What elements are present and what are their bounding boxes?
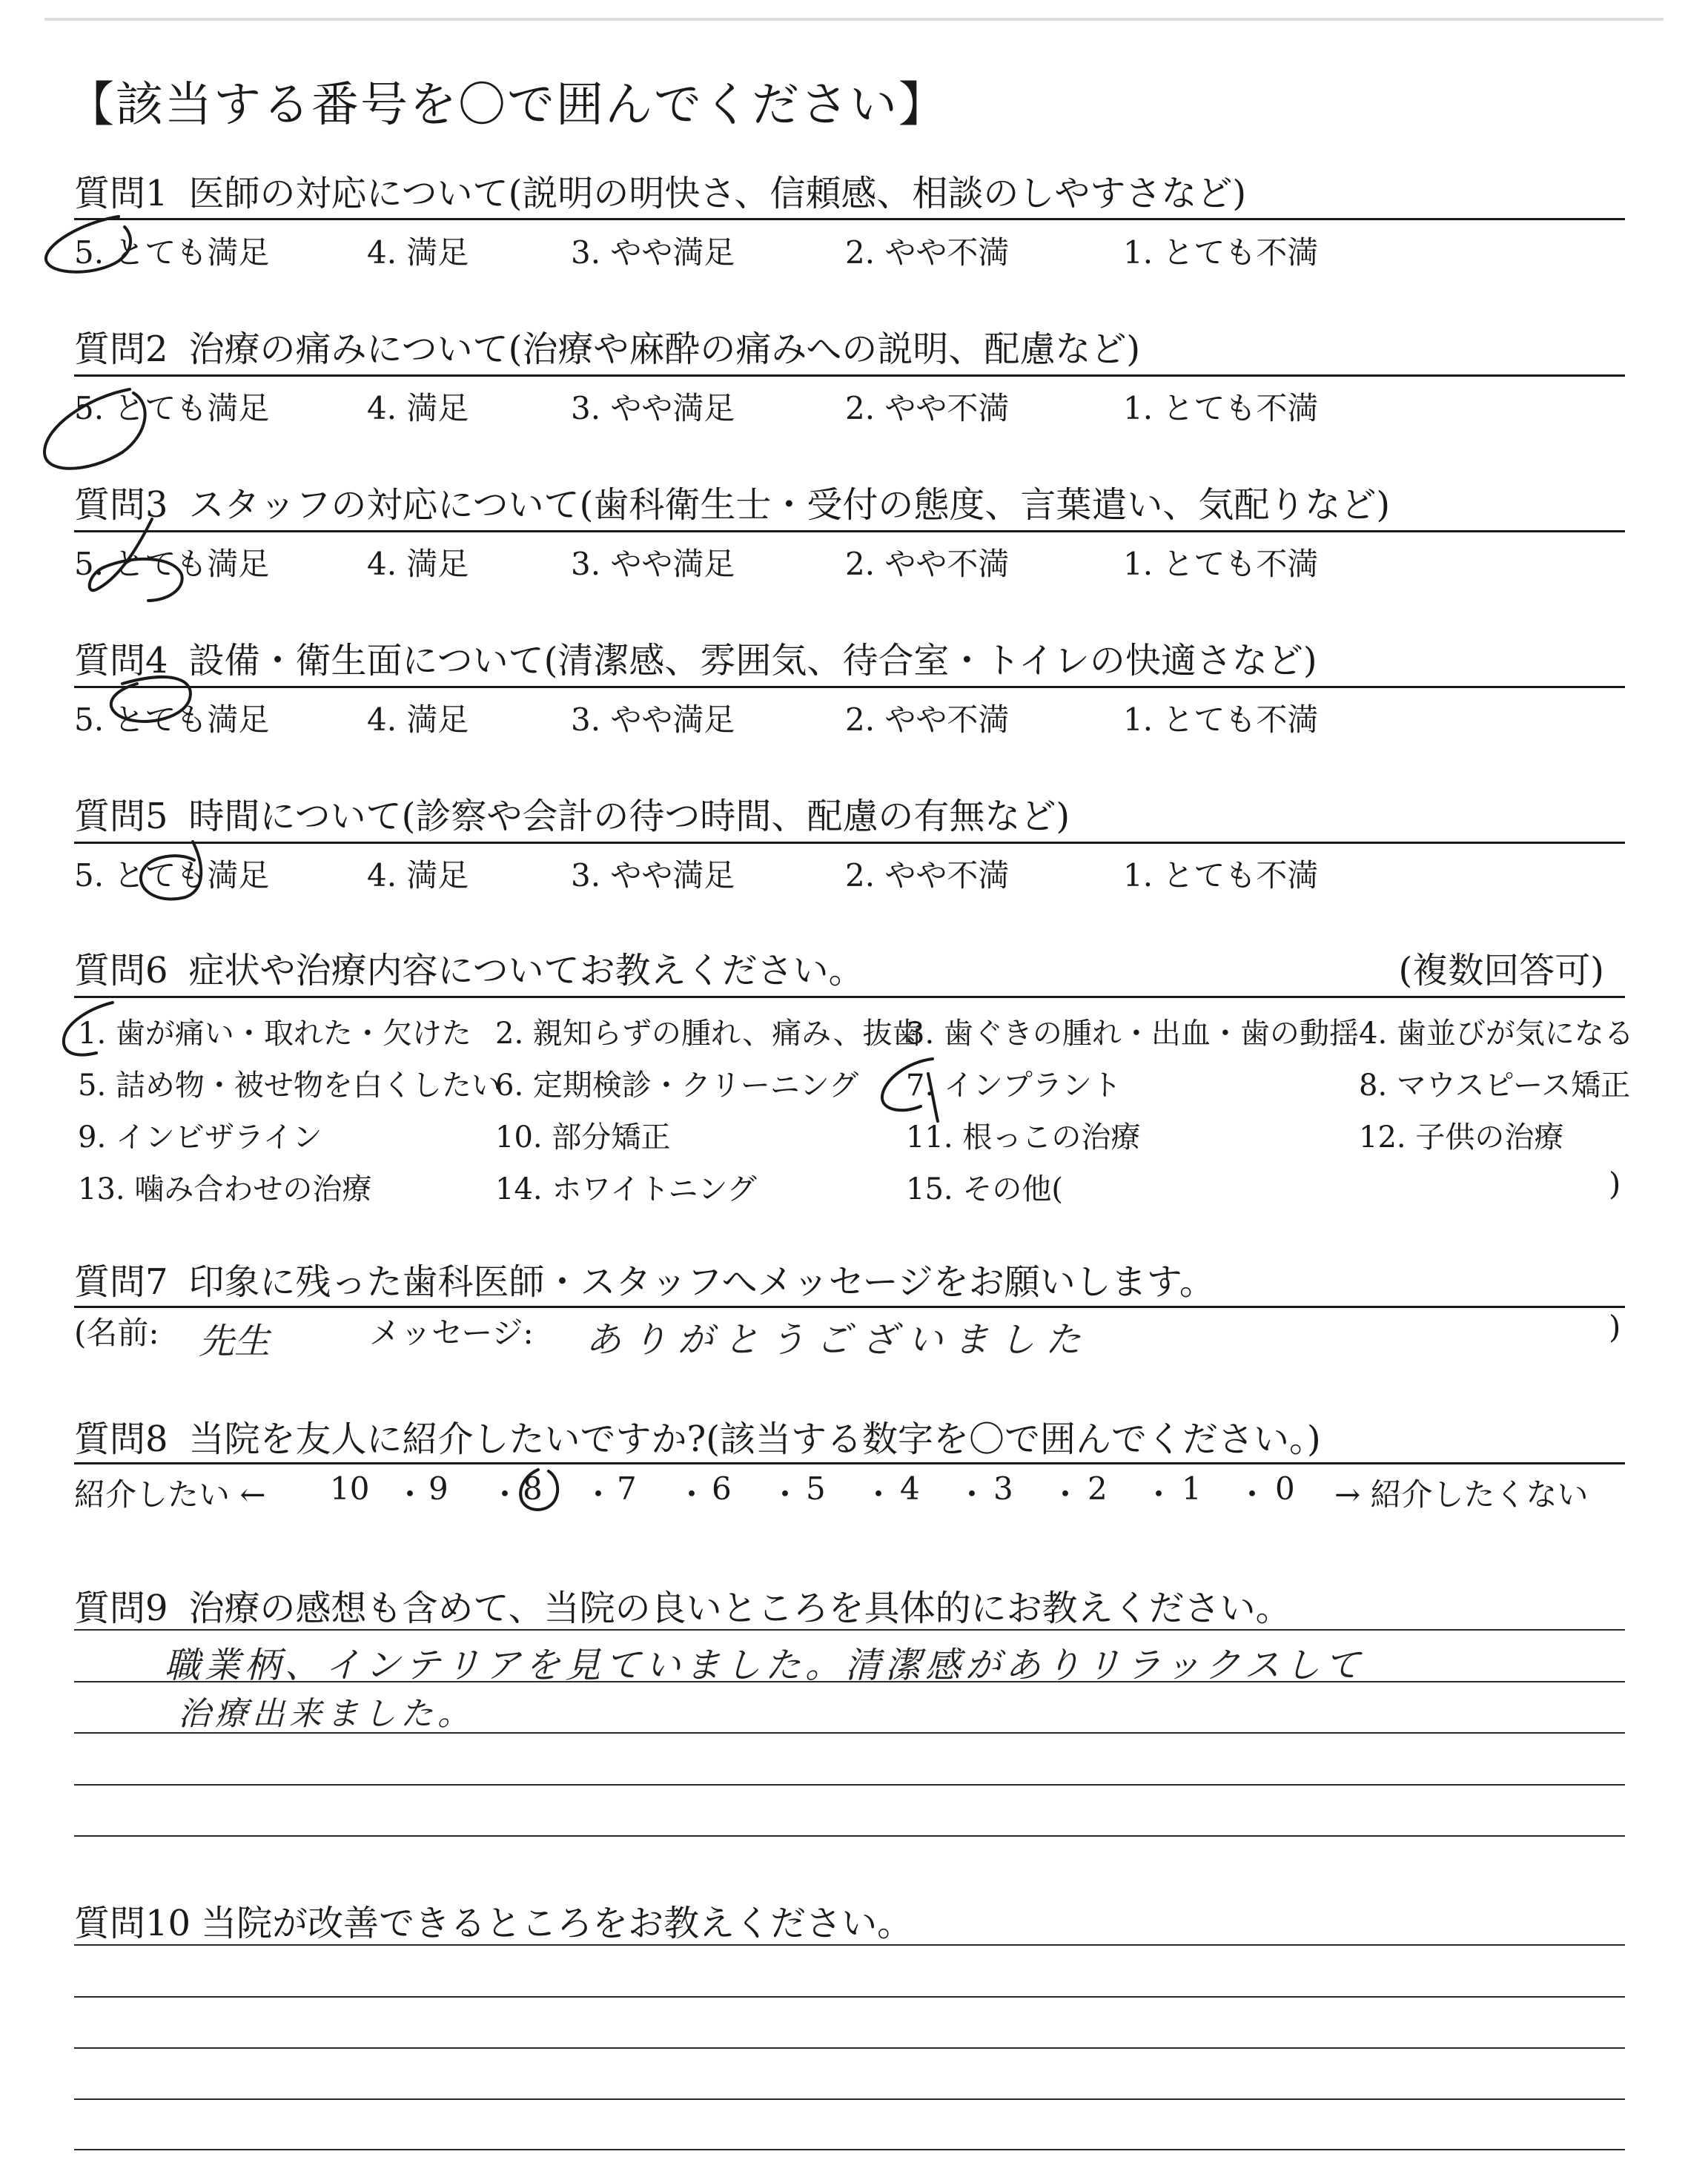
scale-right-label: → 紹介したくない bbox=[1334, 1476, 1589, 1513]
circle-mark-q6-item1 bbox=[64, 1003, 113, 1055]
symptom-option[interactable]: 8. マウスピース矯正 bbox=[1359, 1069, 1631, 1103]
symptom-option[interactable]: 13. 噛み合わせの治療 bbox=[78, 1172, 372, 1206]
other-closing-paren: ) bbox=[1609, 1166, 1621, 1202]
option-1[interactable]: 1. とても不満 bbox=[1123, 234, 1319, 271]
scale-value[interactable]: 10 bbox=[330, 1470, 370, 1507]
option-4[interactable]: 4. 満足 bbox=[367, 857, 469, 894]
circle-mark-q2 bbox=[44, 389, 145, 469]
question-text: 医師の対応について(説明の明快さ、信頼感、相談のしやすさなど) bbox=[188, 173, 1247, 214]
question-number: 質問1 bbox=[74, 173, 168, 214]
symptom-option[interactable]: 4. 歯並びが気になる bbox=[1359, 1017, 1634, 1051]
option-2[interactable]: 2. やや不満 bbox=[845, 390, 1010, 426]
option-4[interactable]: 4. 満足 bbox=[367, 546, 469, 582]
page-title: 【該当する番号を〇で囲んでください】 bbox=[67, 78, 947, 133]
option-3[interactable]: 3. やや満足 bbox=[571, 701, 735, 738]
question-text: 当院が改善できるところをお教えください。 bbox=[201, 1903, 913, 1944]
symptom-option[interactable]: 5. 詰め物・被せ物を白くしたい bbox=[78, 1069, 501, 1103]
circle-mark-q1 bbox=[46, 217, 130, 272]
option-5[interactable]: 5. とても満足 bbox=[74, 390, 270, 426]
option-2[interactable]: 2. やや不満 bbox=[845, 857, 1010, 894]
option-5[interactable]: 5. とても満足 bbox=[74, 857, 270, 894]
symptom-option[interactable]: 9. インビザライン bbox=[78, 1120, 322, 1155]
question-number: 質問6 bbox=[74, 950, 168, 991]
option-3[interactable]: 3. やや満足 bbox=[571, 390, 735, 426]
question-text: 時間について(診察や会計の待つ時間、配慮の有無など) bbox=[188, 796, 1070, 837]
option-3[interactable]: 3. やや満足 bbox=[571, 234, 735, 271]
option-5[interactable]: 5. とても満足 bbox=[74, 234, 270, 271]
symptom-option[interactable]: 2. 親知らずの腫れ、痛み、抜歯 bbox=[495, 1017, 922, 1051]
option-1[interactable]: 1. とても不満 bbox=[1123, 546, 1319, 582]
scale-value[interactable]: 0 bbox=[1275, 1470, 1295, 1507]
scale-value[interactable]: 2 bbox=[1088, 1470, 1108, 1507]
symptom-option[interactable]: 15. その他( bbox=[906, 1172, 1063, 1206]
question-text: 当院を友人に紹介したいですか?(該当する数字を〇で囲んでください。) bbox=[188, 1418, 1321, 1460]
option-1[interactable]: 1. とても不満 bbox=[1123, 390, 1319, 426]
question-number: 質問7 bbox=[74, 1261, 168, 1303]
circle-mark-q3 bbox=[90, 519, 182, 601]
circle-mark-q8 bbox=[520, 1470, 557, 1510]
symptom-option[interactable]: 3. 歯ぐきの腫れ・出血・歯の動揺 bbox=[906, 1017, 1359, 1051]
message-handwritten: ありがとうございました bbox=[586, 1319, 1092, 1361]
circle-mark-q6-item7 bbox=[882, 1059, 938, 1121]
q9-answer-line-2: 治療出来ました。 bbox=[178, 1695, 474, 1733]
option-1[interactable]: 1. とても不満 bbox=[1123, 857, 1319, 894]
q9-answer-line-1: 職業柄、インテリアを見ていました。清潔感がありリラックスして bbox=[165, 1645, 1365, 1686]
circle-mark-q5 bbox=[141, 842, 201, 899]
question-number: 質問8 bbox=[74, 1418, 168, 1460]
scale-value[interactable]: 6 bbox=[712, 1470, 732, 1507]
symptom-option[interactable]: 11. 根っこの治療 bbox=[906, 1120, 1141, 1155]
scale-left-label: 紹介したい ← bbox=[74, 1476, 266, 1513]
scale-value[interactable]: 5 bbox=[806, 1470, 826, 1507]
symptom-option[interactable]: 12. 子供の治療 bbox=[1359, 1120, 1564, 1155]
scale-value[interactable]: 1 bbox=[1182, 1470, 1202, 1507]
message-closing-paren: ) bbox=[1609, 1309, 1621, 1345]
option-4[interactable]: 4. 満足 bbox=[367, 390, 469, 426]
option-2[interactable]: 2. やや不満 bbox=[845, 701, 1010, 738]
symptom-option[interactable]: 14. ホワイトニング bbox=[495, 1172, 757, 1206]
scale-value[interactable]: 3 bbox=[993, 1470, 1013, 1507]
option-2[interactable]: 2. やや不満 bbox=[845, 546, 1010, 582]
name-handwritten: 先生 bbox=[199, 1321, 271, 1362]
symptom-option[interactable]: 7. インプラント bbox=[906, 1069, 1122, 1103]
option-3[interactable]: 3. やや満足 bbox=[571, 546, 735, 582]
question-number: 質問10 bbox=[74, 1903, 191, 1944]
scale-value[interactable]: 8 bbox=[523, 1470, 543, 1507]
symptom-option[interactable]: 6. 定期検診・クリーニング bbox=[495, 1069, 859, 1103]
question-text: 治療の感想も含めて、当院の良いところを具体的にお教えください。 bbox=[188, 1588, 1291, 1629]
question-text: 設備・衛生面について(清潔感、雰囲気、待合室・トイレの快適さなど) bbox=[188, 640, 1317, 681]
question-number: 質問2 bbox=[74, 328, 168, 370]
scale-value[interactable]: 4 bbox=[900, 1470, 920, 1507]
symptom-option[interactable]: 1. 歯が痛い・取れた・欠けた bbox=[78, 1017, 471, 1051]
option-5[interactable]: 5. とても満足 bbox=[74, 701, 270, 738]
scale-value[interactable]: 9 bbox=[428, 1470, 448, 1507]
question-number: 質問3 bbox=[74, 484, 168, 526]
question-text: 症状や治療内容についてお教えください。 bbox=[188, 950, 864, 991]
option-4[interactable]: 4. 満足 bbox=[367, 701, 469, 738]
question-text: スタッフの対応について(歯科衛生士・受付の態度、言葉遣い、気配りなど) bbox=[188, 484, 1391, 526]
question-number: 質問4 bbox=[74, 640, 168, 681]
option-5[interactable]: 5. とても満足 bbox=[74, 546, 270, 582]
option-3[interactable]: 3. やや満足 bbox=[571, 857, 735, 894]
question-number: 質問5 bbox=[74, 796, 168, 837]
question-number: 質問9 bbox=[74, 1588, 168, 1629]
option-4[interactable]: 4. 満足 bbox=[367, 234, 469, 271]
option-1[interactable]: 1. とても不満 bbox=[1123, 701, 1319, 738]
question-text: 印象に残った歯科医師・スタッフへメッセージをお願いします。 bbox=[188, 1261, 1215, 1303]
option-2[interactable]: 2. やや不満 bbox=[845, 234, 1010, 271]
multiple-answers-note: (複数回答可) bbox=[1398, 950, 1604, 991]
question-text: 治療の痛みについて(治療や麻酔の痛みへの説明、配慮など) bbox=[188, 328, 1141, 370]
name-label: (名前: bbox=[74, 1315, 159, 1351]
scale-value[interactable]: 7 bbox=[617, 1470, 637, 1507]
circle-mark-q4 bbox=[111, 677, 191, 721]
message-label: メッセージ: bbox=[369, 1315, 534, 1351]
symptom-option[interactable]: 10. 部分矯正 bbox=[495, 1120, 671, 1155]
